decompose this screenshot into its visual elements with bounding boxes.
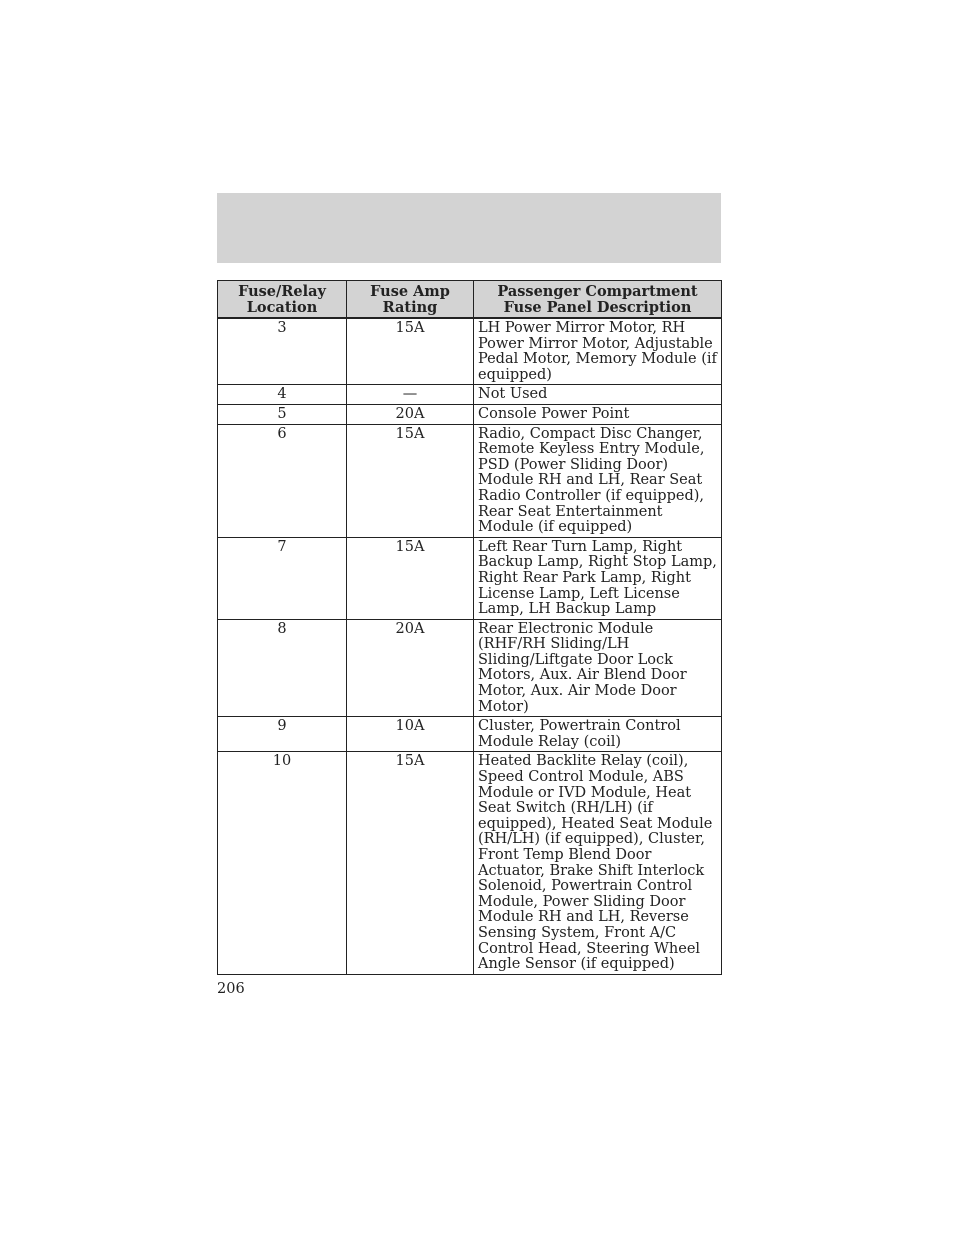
fuse-rating: 15A	[347, 318, 474, 385]
fuse-description: Not Used	[474, 385, 722, 405]
fuse-description: Heated Backlite Relay (coil), Speed Control Module, ABS Module or IVD Module, Heat Seat Switch (RH/LH) (if equipped), Heated Seat Module (RH/LH) (if equipped), Cluster, Front Temp Blend Door Actuator, Brake Shift Interlock Solenoid, Powertrain Control Module, Power Sliding Door Module RH and LH, Reverse Sensing System, Front A/C Control Head, Steering Wheel Angle Sensor (if equipped)	[474, 752, 722, 974]
section-header-band	[217, 193, 721, 263]
fuse-rating: 15A	[347, 424, 474, 537]
table-row	[218, 318, 722, 385]
fuse-description: LH Power Mirror Motor, RH Power Mirror Motor, Adjustable Pedal Motor, Memory Module (if equipped)	[474, 318, 722, 385]
fuse-location: 10	[218, 752, 347, 974]
fuse-rating: 20A	[347, 619, 474, 717]
fuse-location: 9	[218, 717, 347, 752]
table-header-row	[218, 281, 722, 319]
table-row	[218, 619, 722, 717]
header-rating: Fuse Amp Rating	[347, 281, 474, 319]
table-row	[218, 752, 722, 974]
fuse-description: Cluster, Powertrain Control Module Relay (coil)	[474, 717, 722, 752]
fuse-description: Rear Electronic Module (RHF/RH Sliding/LH Sliding/Liftgate Door Lock Motors, Aux. Air Blend Door Motor, Aux. Air Mode Door Motor)	[474, 619, 722, 717]
fuse-table	[217, 280, 722, 975]
header-location: Fuse/Relay Location	[218, 281, 347, 319]
fuse-location: 7	[218, 537, 347, 619]
fuse-location: 8	[218, 619, 347, 717]
table-row	[218, 717, 722, 752]
fuse-rating: 15A	[347, 752, 474, 974]
fuse-location: 4	[218, 385, 347, 405]
fuse-description: Left Rear Turn Lamp, Right Backup Lamp, Right Stop Lamp, Right Rear Park Lamp, Right License Lamp, Left License Lamp, LH Backup Lamp	[474, 537, 722, 619]
fuse-rating: 20A	[347, 404, 474, 424]
fuse-description: Radio, Compact Disc Changer, Remote Keyless Entry Module, PSD (Power Sliding Door) Module RH and LH, Rear Seat Radio Controller (if equipped), Rear Seat Entertainment Module (if equipped)	[474, 424, 722, 537]
fuse-rating: —	[347, 385, 474, 405]
table-row	[218, 424, 722, 537]
table-row	[218, 404, 722, 424]
page-number: 206	[217, 981, 245, 997]
header-description: Passenger Compartment Fuse Panel Description	[474, 281, 722, 319]
fuse-location: 6	[218, 424, 347, 537]
fuse-description: Console Power Point	[474, 404, 722, 424]
fuse-rating: 15A	[347, 537, 474, 619]
table-row	[218, 385, 722, 405]
fuse-location: 3	[218, 318, 347, 385]
fuse-rating: 10A	[347, 717, 474, 752]
fuse-location: 5	[218, 404, 347, 424]
table-row	[218, 537, 722, 619]
